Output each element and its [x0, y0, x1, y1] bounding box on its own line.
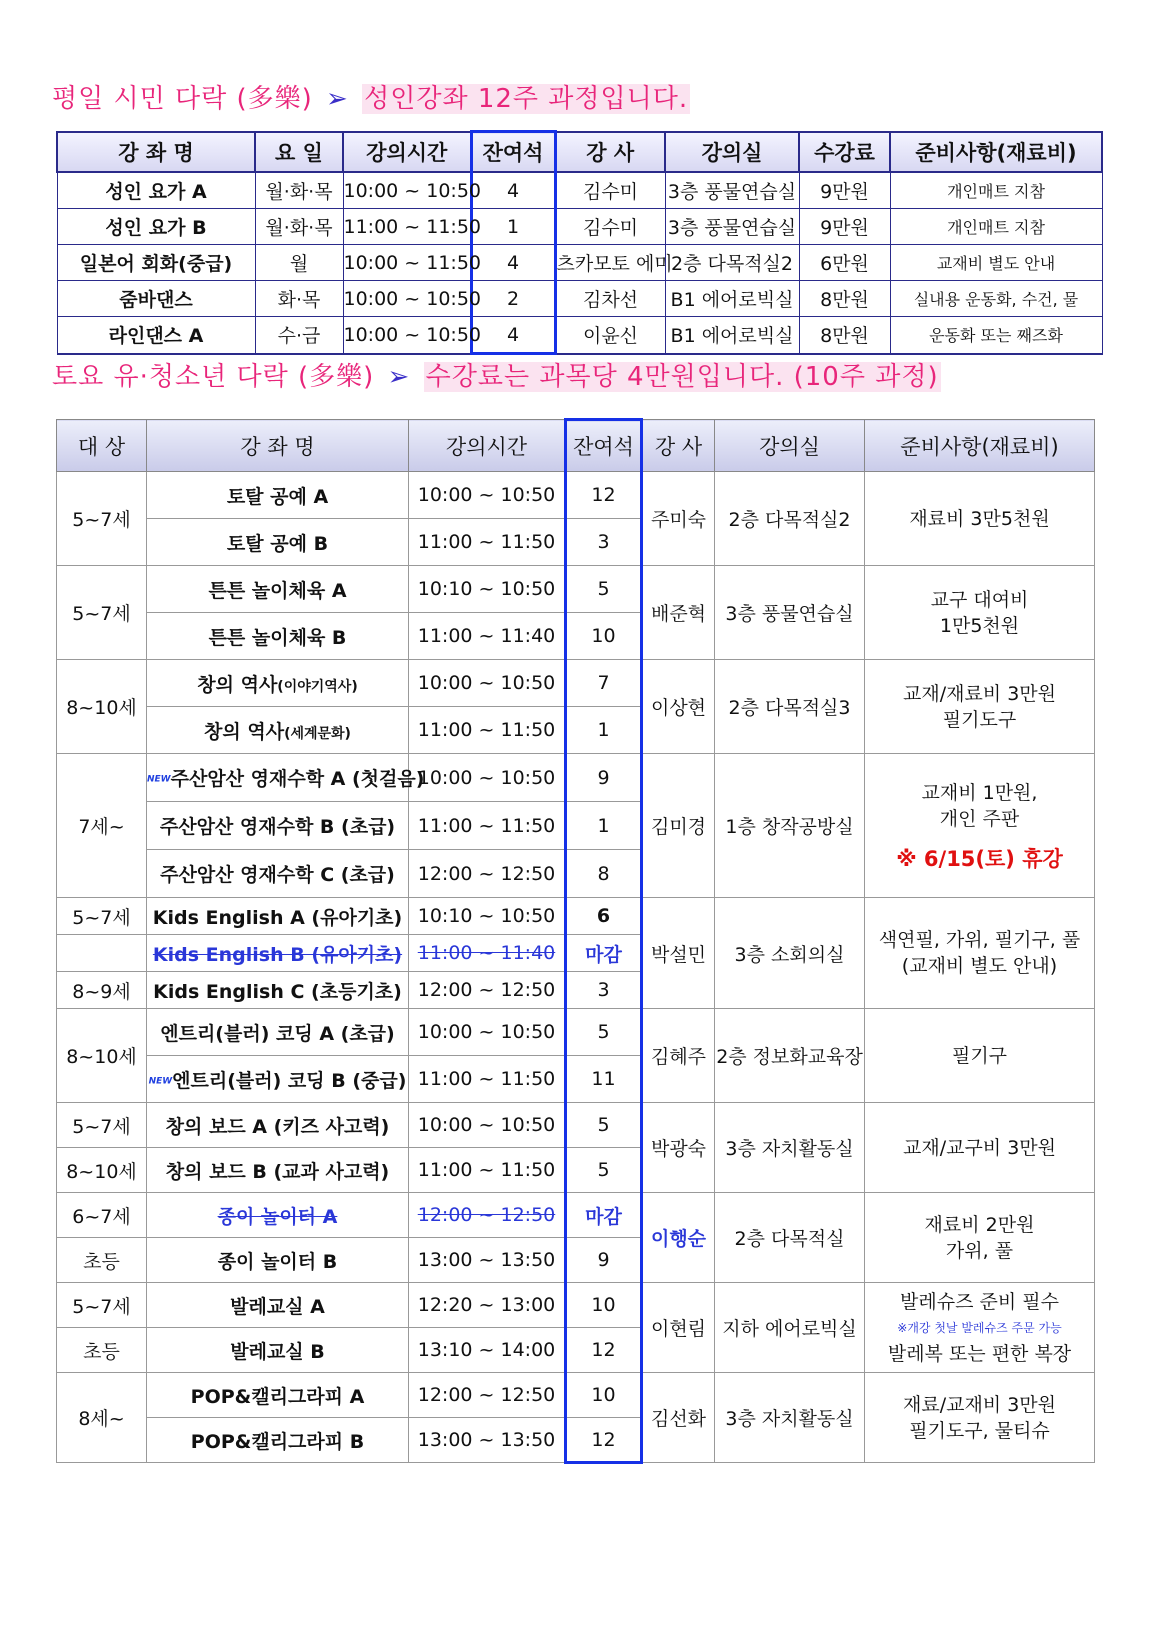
course-time: 10:00 ~ 10:50 [343, 281, 471, 317]
seats-remaining: 5 [566, 1103, 642, 1148]
course-time: 11:00 ~ 11:40 [409, 935, 566, 972]
course-name-sub: (세계문화) [284, 725, 351, 742]
preparation-note: 교재비 별도 안내 [890, 245, 1102, 281]
youth-table-header [57, 420, 1095, 472]
youth-course-table [56, 418, 1095, 1464]
header-teacher: 강 사 [642, 420, 715, 472]
header-days: 요 일 [255, 132, 343, 173]
teacher-name: 이행순 [642, 1193, 715, 1283]
header-target: 대 상 [57, 420, 147, 472]
course-name-text: POP&캘리그라피 B [190, 1430, 365, 1453]
teacher-name: 이상현 [642, 660, 715, 754]
teacher-name: 배준혁 [642, 566, 715, 660]
target-age: 초등 [57, 1238, 147, 1283]
course-time: 11:00 ~ 11:50 [343, 209, 471, 245]
preparation-line: 교재/재료비 3만원 [902, 682, 1056, 705]
course-name [147, 472, 409, 519]
course-time: 10:00 ~ 10:50 [409, 472, 566, 519]
seats-remaining: 3 [566, 972, 642, 1009]
seats-remaining: 10 [566, 1373, 642, 1418]
target-age: 7세~ [57, 754, 147, 898]
youth-heading-title: 토요 유·청소년 다락 (多樂) [52, 362, 375, 392]
teacher-name: 김차선 [555, 281, 665, 317]
course-time: 12:00 ~ 12:50 [409, 972, 566, 1009]
preparation-line: 개인 주판 [939, 807, 1020, 830]
target-age: 8~10세 [57, 1009, 147, 1103]
course-name [147, 850, 409, 898]
preparation-line: 필기구 [951, 1044, 1008, 1067]
seats-remaining: 12 [566, 1328, 642, 1373]
course-name-text: 종이 놀이터 A [217, 1205, 338, 1228]
classroom: B1 에어로빅실 [665, 317, 799, 354]
adult-heading-title: 평일 시민 다락 (多樂) [52, 84, 313, 114]
seats-remaining: 4 [471, 172, 555, 209]
course-name [147, 1418, 409, 1463]
preparation-note [865, 660, 1095, 754]
course-days: 월·화·목 [255, 172, 343, 209]
seats-remaining: 12 [566, 1418, 642, 1463]
course-time: 10:00 ~ 10:50 [409, 1103, 566, 1148]
target-age: 8~10세 [57, 1148, 147, 1193]
seats-remaining: 7 [566, 660, 642, 707]
preparation-line: 재료/교재비 3만원 [902, 1393, 1056, 1416]
header-seats: 잔여석 [471, 132, 555, 173]
course-time: 11:00 ~ 11:40 [409, 613, 566, 660]
course-fee: 8만원 [799, 281, 890, 317]
course-time: 12:00 ~ 12:50 [409, 850, 566, 898]
header-time: 강의시간 [343, 132, 471, 173]
course-name [147, 1238, 409, 1283]
seats-remaining: 6 [566, 898, 642, 935]
table-row [57, 1103, 1095, 1148]
preparation-line: 필기도구 [942, 708, 1017, 731]
preparation-note [865, 472, 1095, 566]
preparation-line: 발레슈즈 준비 필수 [900, 1290, 1059, 1313]
seats-remaining: 마감 [566, 935, 642, 972]
course-name-text: Kids English B (유아기초) [152, 943, 403, 966]
course-name [147, 1283, 409, 1328]
preparation-note [865, 1103, 1095, 1193]
course-name-text: 튼튼 놀이체육 B [208, 626, 347, 649]
table-row [57, 1193, 1095, 1238]
teacher-name: 김미경 [642, 754, 715, 898]
youth-heading-note: 수강료는 과목당 4만원입니다. (10주 과정) [425, 362, 939, 392]
header-time: 강의시간 [409, 420, 566, 472]
course-fee: 8만원 [799, 317, 890, 354]
classroom: 2층 다목적실3 [715, 660, 865, 754]
course-name-text: 종이 놀이터 B [217, 1250, 338, 1273]
course-name [147, 566, 409, 613]
classroom: 3층 자치활동실 [715, 1373, 865, 1463]
adult-heading-note: 성인강좌 12주 과정입니다. [364, 84, 689, 114]
arrow-icon: ➢ [387, 362, 411, 392]
preparation-footnote: ※개강 첫날 발레슈즈 주문 가능 [897, 1320, 1062, 1335]
seats-remaining: 1 [471, 209, 555, 245]
target-age: 5~7세 [57, 898, 147, 935]
preparation-note: 개인매트 지참 [890, 209, 1102, 245]
course-name [147, 1103, 409, 1148]
table-row [57, 754, 1095, 802]
course-name-text: 창의 보드 A (키즈 사고력) [165, 1115, 390, 1138]
seats-remaining: 5 [566, 1148, 642, 1193]
course-time: 10:10 ~ 10:50 [409, 898, 566, 935]
youth-section-heading [52, 356, 941, 393]
new-badge: NEW [148, 1076, 173, 1086]
course-time: 10:00 ~ 10:50 [343, 317, 471, 354]
preparation-line: 재료비 3만5천원 [909, 507, 1050, 530]
course-time: 13:10 ~ 14:00 [409, 1328, 566, 1373]
preparation-line: 필기도구, 물티슈 [909, 1419, 1050, 1442]
course-time: 11:00 ~ 11:50 [409, 519, 566, 566]
preparation-line: 재료비 2만원 [924, 1213, 1035, 1236]
course-time: 11:00 ~ 11:50 [409, 1148, 566, 1193]
classroom: 2층 정보화교육장 [715, 1009, 865, 1103]
table-row [57, 1283, 1095, 1328]
seats-remaining: 9 [566, 754, 642, 802]
course-time: 13:00 ~ 13:50 [409, 1418, 566, 1463]
course-fee: 6만원 [799, 245, 890, 281]
adult-table-header [57, 132, 1102, 173]
table-row [57, 209, 1102, 245]
preparation-note [865, 898, 1095, 1009]
course-name: 성인 요가 A [57, 172, 255, 209]
classroom: 2층 다목적실 [715, 1193, 865, 1283]
preparation-line: 교재비 1만원, [921, 781, 1038, 804]
teacher-name: 박설민 [642, 898, 715, 1009]
course-name [147, 660, 409, 707]
course-days: 월 [255, 245, 343, 281]
target-age: 8~10세 [57, 660, 147, 754]
header-course-name: 강 좌 명 [57, 132, 255, 173]
seats-remaining: 10 [566, 613, 642, 660]
course-name: 성인 요가 B [57, 209, 255, 245]
course-name [147, 935, 409, 972]
classroom: 3층 풍물연습실 [715, 566, 865, 660]
course-name-text: 엔트리(블러) 코딩 A (초급) [160, 1022, 395, 1045]
table-row [57, 898, 1095, 935]
teacher-name: 김수미 [555, 209, 665, 245]
table-row [57, 317, 1102, 354]
preparation-line: 발레복 또는 편한 복장 [887, 1342, 1072, 1365]
seats-remaining: 4 [471, 245, 555, 281]
course-name [147, 1328, 409, 1373]
course-name: 라인댄스 A [57, 317, 255, 354]
target-age: 8세~ [57, 1373, 147, 1463]
classroom: 3층 소회의실 [715, 898, 865, 1009]
teacher-name: 주미숙 [642, 472, 715, 566]
header-room: 강의실 [715, 420, 865, 472]
seats-remaining: 3 [566, 519, 642, 566]
classroom: 지하 에어로빅실 [715, 1283, 865, 1373]
target-age: 6~7세 [57, 1193, 147, 1238]
course-fee: 9만원 [799, 209, 890, 245]
course-time: 10:00 ~ 11:50 [343, 245, 471, 281]
course-days: 수·금 [255, 317, 343, 354]
header-course-name: 강 좌 명 [147, 420, 409, 472]
preparation-note: 운동화 또는 째즈화 [890, 317, 1102, 354]
seats-remaining: 1 [566, 802, 642, 850]
course-name: 줌바댄스 [57, 281, 255, 317]
course-name-text: 토탈 공예 A [226, 485, 329, 508]
course-name [147, 898, 409, 935]
table-row [57, 1373, 1095, 1418]
seats-remaining: 5 [566, 1009, 642, 1056]
course-name [147, 754, 425, 802]
header-prep: 준비사항(재료비) [890, 132, 1102, 173]
course-name-text: POP&캘리그라피 A [190, 1385, 365, 1408]
target-age: 5~7세 [57, 472, 147, 566]
teacher-name: 츠카모토 에미 [555, 245, 665, 281]
classroom: 2층 다목적실2 [715, 472, 865, 566]
classroom: 3층 자치활동실 [715, 1103, 865, 1193]
course-name-text: 창의 보드 B (교과 사고력) [165, 1160, 390, 1183]
target-age: 5~7세 [57, 1103, 147, 1148]
classroom: B1 에어로빅실 [665, 281, 799, 317]
course-name [147, 972, 409, 1009]
seats-remaining: 마감 [566, 1193, 642, 1238]
course-time: 11:00 ~ 11:50 [409, 802, 566, 850]
course-name-text: Kids English A (유아기초) [152, 906, 403, 929]
preparation-line: 1만5천원 [939, 614, 1020, 637]
seats-remaining: 5 [566, 566, 642, 613]
adult-course-table [56, 130, 1103, 355]
course-time: 13:00 ~ 13:50 [409, 1238, 566, 1283]
teacher-name: 김수미 [555, 172, 665, 209]
adult-section-heading [52, 78, 690, 115]
course-time: 10:10 ~ 10:50 [409, 566, 566, 613]
teacher-name: 이현림 [642, 1283, 715, 1373]
classroom: 3층 풍물연습실 [665, 172, 799, 209]
course-name-text: 엔트리(블러) 코딩 B (중급) [172, 1069, 407, 1092]
course-name-text: 발레교실 A [230, 1295, 325, 1318]
course-name-text: 발레교실 B [230, 1340, 325, 1363]
classroom: 2층 다목적실2 [665, 245, 799, 281]
seats-remaining: 9 [566, 1238, 642, 1283]
table-row [57, 281, 1102, 317]
target-age: 5~7세 [57, 1283, 147, 1328]
table-row [57, 245, 1102, 281]
course-time: 10:00 ~ 10:50 [343, 172, 471, 209]
preparation-note [865, 1373, 1095, 1463]
course-name [147, 519, 409, 566]
course-time: 10:00 ~ 10:50 [409, 660, 566, 707]
preparation-note [865, 754, 1095, 898]
seats-remaining: 2 [471, 281, 555, 317]
preparation-note [865, 1283, 1095, 1373]
course-name: 일본어 회화(중급) [57, 245, 255, 281]
preparation-note: 개인매트 지참 [890, 172, 1102, 209]
course-days: 화·목 [255, 281, 343, 317]
preparation-note [865, 1193, 1095, 1283]
course-name [147, 1148, 409, 1193]
header-room: 강의실 [665, 132, 799, 173]
table-row [57, 1009, 1095, 1056]
course-name [147, 613, 409, 660]
course-name-text: Kids English C (초등기초) [153, 980, 402, 1003]
preparation-line: 가위, 풀 [945, 1239, 1014, 1262]
course-name [147, 707, 409, 754]
preparation-note: 실내용 운동화, 수건, 물 [890, 281, 1102, 317]
course-name-text: 주산암산 영재수학 C (초급) [160, 864, 395, 886]
target-age: 5~7세 [57, 566, 147, 660]
course-time: 10:00 ~ 10:50 [409, 1009, 566, 1056]
table-row [57, 660, 1095, 707]
course-time: 12:00 ~ 12:50 [409, 1373, 566, 1418]
preparation-note [865, 1009, 1095, 1103]
course-fee: 9만원 [799, 172, 890, 209]
course-name-text: 주산암산 영재수학 A (첫걸음) [170, 768, 425, 790]
seats-remaining: 8 [566, 850, 642, 898]
preparation-line: (교재비 별도 안내) [901, 955, 1058, 977]
course-name-text: 창의 역사 [197, 673, 278, 696]
seats-remaining: 4 [471, 317, 555, 354]
course-name-text: 토탈 공예 B [226, 532, 329, 555]
header-fee: 수강료 [799, 132, 890, 173]
seats-remaining: 12 [566, 472, 642, 519]
seats-remaining: 11 [566, 1056, 642, 1103]
teacher-name: 박광숙 [642, 1103, 715, 1193]
seats-remaining: 1 [566, 707, 642, 754]
new-badge: NEW [147, 774, 171, 785]
course-time: 12:00 ~ 12:50 [409, 1193, 566, 1238]
course-time: 10:00 ~ 10:50 [409, 754, 566, 802]
seats-remaining: 10 [566, 1283, 642, 1328]
course-name-text: 튼튼 놀이체육 A [208, 579, 347, 602]
target-age: 초등 [57, 1328, 147, 1373]
course-name-text: 주산암산 영재수학 B (초급) [159, 816, 396, 838]
course-name [147, 1009, 409, 1056]
course-time: 11:00 ~ 11:50 [409, 707, 566, 754]
teacher-name: 김선화 [642, 1373, 715, 1463]
classroom: 3층 풍물연습실 [665, 209, 799, 245]
course-name-text: 창의 역사 [204, 720, 285, 743]
target-age: 8~9세 [57, 972, 147, 1009]
teacher-name: 김혜주 [642, 1009, 715, 1103]
header-seats: 잔여석 [566, 420, 642, 472]
header-prep: 준비사항(재료비) [865, 420, 1095, 472]
classroom: 1층 창작공방실 [715, 754, 865, 898]
course-time: 11:00 ~ 11:50 [409, 1056, 566, 1103]
course-name-sub: (이야기역사) [277, 678, 358, 695]
table-row [57, 472, 1095, 519]
table-row [57, 566, 1095, 613]
course-name [147, 802, 409, 850]
course-name [147, 1056, 409, 1103]
table-row [57, 172, 1102, 209]
course-name [147, 1193, 409, 1238]
course-days: 월·화·목 [255, 209, 343, 245]
course-name [147, 1373, 409, 1418]
closure-notice: ※ 6/15(토) 휴강 [896, 846, 1063, 871]
preparation-line: 교구 대여비 [930, 588, 1029, 611]
preparation-line: 교재/교구비 3만원 [902, 1136, 1056, 1159]
course-time: 12:20 ~ 13:00 [409, 1283, 566, 1328]
preparation-line: 색연필, 가위, 필기구, 풀 [878, 929, 1081, 951]
arrow-icon: ➢ [326, 84, 349, 114]
header-teacher: 강 사 [555, 132, 665, 173]
teacher-name: 이윤신 [555, 317, 665, 354]
target-age [57, 935, 147, 972]
preparation-note [865, 566, 1095, 660]
